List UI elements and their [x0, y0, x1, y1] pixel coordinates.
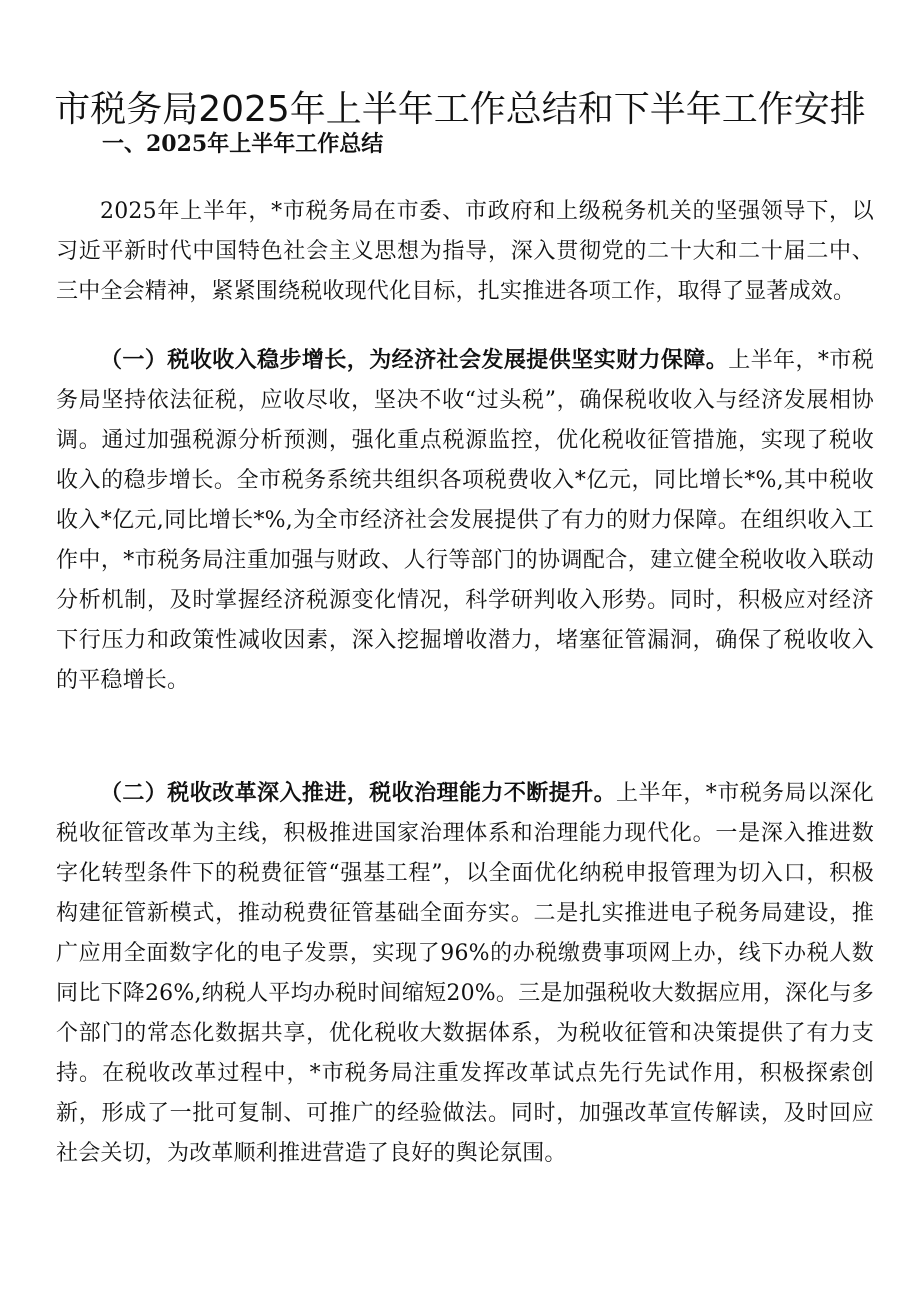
paragraph-tax-revenue-growth — [56, 340, 874, 701]
paragraph-body-tax-reform: 上半年，*市税务局以深化税收征管改革为主线，积极推进国家治理体系和治理能力现代化。一是深入推进数字化转型条件下的税费征管“强基工程”，以全面优化纳税申报管理为切入口，积极构建征管新模式，推动税费征管基础全面夯实。二是扎实推进电子税务局建设，推广应用全面数字化的电子发票，实现了96%的办税缴费事项网上办，线下办税人数同比下降26%,纳税人平均办税时间缩短20%。三是加强税收大数据应用，深化与多个部门的常态化数据共享，优化税收大数据体系，为税收征管和决策提供了有力支持。在税收改革过程中，*市税务局注重发挥改革试点先行先试作用，积极探索创新，形成了一批可复制、可推广的经验做法。同时，加强改革宣传解读，及时回应社会关切，为改革顺利推进营造了良好的舆论氛围。 — [56, 781, 874, 1166]
intro-paragraph: 2025年上半年，*市税务局在市委、市政府和上级税务机关的坚强领导下，以习近平新时代中国特色社会主义思想为指导，深入贯彻党的二十大和二十届二中、三中全会精神，紧紧围绕税收现代化目标，扎实推进各项工作，取得了显著成效。 — [56, 199, 874, 304]
paragraph-lead-tax-revenue-growth: （一）税收收入稳步增长，为经济社会发展提供坚实财力保障。 — [100, 347, 729, 373]
paragraph-tax-reform — [56, 773, 874, 1174]
section-heading-first-half-summary: 一、2025年上半年工作总结 — [102, 131, 384, 157]
paragraph-body-tax-revenue-growth: 上半年，*市税务局坚持依法征税，应收尽收，坚决不收“过头税”，确保税收收入与经济发展相协调。通过加强税源分析预测，强化重点税源监控，优化税收征管措施，实现了税收收入的稳步增长。全市税务系统共组织各项税费收入*亿元，同比增长*%,其中税收收入*亿元,同比增长*%,为全市经济社会发展提供了有力的财力保障。在组织收入工作中，*市税务局注重加强与财政、人行等部门的协调配合，建立健全税收收入联动分析机制，及时掌握经济税源变化情况，科学研判收入形势。同时，积极应对经济下行压力和政策性减收因素，深入挖掘增收潜力，堵塞征管漏洞，确保了税收收入的平稳增长。 — [56, 348, 874, 693]
paragraph-lead-tax-reform: （二）税收改革深入推进，税收治理能力不断提升。 — [100, 780, 617, 806]
document-title: 市税务局2025年上半年工作总结和下半年工作安排 — [54, 89, 866, 131]
